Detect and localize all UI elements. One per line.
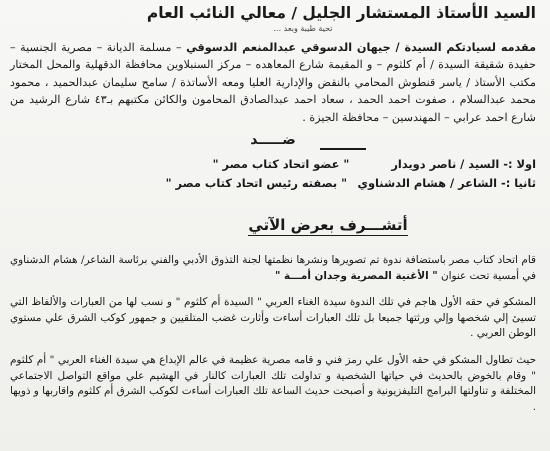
- defendant-role: " عضو اتحاد كتاب مصر ": [212, 157, 350, 172]
- against-underline: [320, 148, 366, 150]
- honor-label: أتشـــرف بعرض الآتي: [248, 216, 408, 235]
- greeting-line: تحية طيبة وبعد ...: [273, 24, 333, 33]
- defendant-role: " بصفته رئيس اتحاد كتاب مصر ": [165, 176, 348, 191]
- paragraph-text: المشكو في حقه الأول هاجم في تلك الندوة سيدة الغناء العربي " السيدة أم كلثوم " و نسب لها من العبارات والألفاظ التي تسيئ إلي شخصها وإلي ورثتها جميعا بل تلك العبارات أساءت وأثارت غضب المتلقيين و جمهور كوكب الشرق علي مستوي الوطن العربي .: [10, 296, 536, 340]
- defendant-name: الشاعر / هشام الدشناوي: [357, 176, 498, 191]
- against-label: ضـــــد: [250, 132, 296, 149]
- defendant-row: [10, 174, 536, 193]
- intro-paragraph: [10, 39, 536, 126]
- defendant-number: اولا :-: [503, 157, 536, 172]
- honor-heading: [10, 215, 536, 235]
- body-paragraph: [10, 295, 536, 342]
- paragraph-text: قام اتحاد كتاب مصر باستضافة ندوة تم تصويرها ونشرها نظمتها لجنة التذوق الأدبي والفني برئاسة الشاعر/ هشام الدشناوي في أمسية تحت عنوان: [10, 254, 536, 282]
- body-paragraph: [10, 353, 536, 415]
- paragraph-text: حيث تطاول المشكو في حقه الأول علي رمز فني و قامه مصرية عظيمة في عالم الإبداع هي سيدة الغناء العربي " أم كلثوم " وقام بالخوض بالحديث في حياتها الشخصية و تداولت تلك العبارات كالنار في الهشيم علي مواقع التواصل الاجتماعي المختلفة و تناولتها البرامج التليفزيونية و أصبحت حديث الساعة تلك العبارات أساءت لكوكب الشرق أم كلثوم واقاربها و ذويها .: [10, 354, 536, 413]
- defendant-row: [10, 155, 536, 174]
- event-title: " الأغنية المصرية وجدان أمـــة ": [274, 269, 438, 282]
- addressee-heading: السيد الأستاذ المستشار الجليل / معالي النائب العام: [146, 4, 536, 22]
- intro-body: – مسلمة الديانة – مصرية الجنسية – حفيدة شقيقة السيدة / أم كلثوم – و المقيمة شارع المعاهده – مركز السنبلاوين محافظة الدقهلية والمحل المختار مكتب الأستاذ / ياسر قنطوش المحامي بالنقض والإدارية العليا ومعه الأساتذة / سامح سليمان عبدالحميد ، محمود محمد عبدالسلام ، صفوت احمد الحمد ، سعاد احمد عبدالصادق المحامون والكائن مكتبهم بـ٤٣ شارع الرشيد من شارع احمد عرابي – المهندسين – محافظة الجيزة .: [10, 41, 536, 124]
- body-paragraph: [10, 253, 536, 284]
- defendant-number: ثانيا :-: [500, 176, 536, 191]
- defendant-name: السيد / ناصر دويدار: [391, 157, 500, 172]
- intro-lead: مقدمه لسيادتكم السيدة / جيهان الدسوقي عبدالمنعم الدسوقي: [186, 41, 536, 54]
